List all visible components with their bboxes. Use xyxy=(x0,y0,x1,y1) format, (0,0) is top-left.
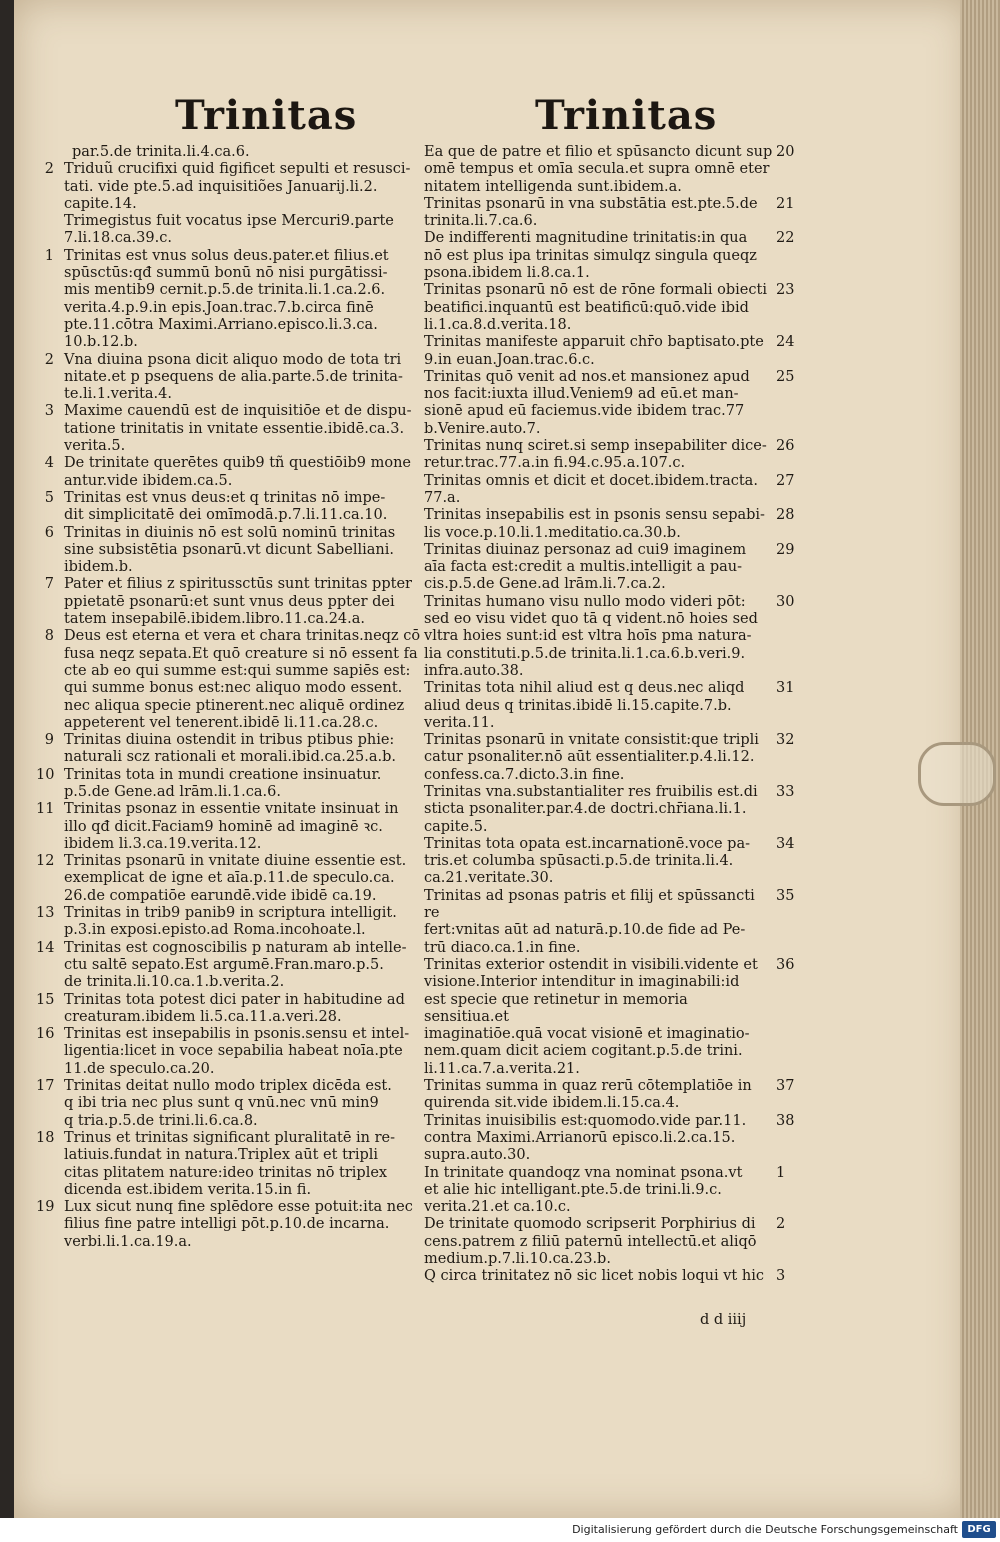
entry-text: Trinitas omnis et dicit et docet.ibidem.tracta. 77.a. xyxy=(424,472,758,506)
entry-number: 1 xyxy=(44,247,54,264)
index-entry xyxy=(36,853,432,905)
entry-number: 19 xyxy=(36,1199,55,1216)
entry-number: 7 xyxy=(44,576,54,593)
index-entry xyxy=(420,1078,840,1113)
entry-text: Trinitas psonarū nō est de rōne formali obiecti beatifici.inquantū est beatificū:quō.vide ibid li.1.ca.8.d.verita.18. xyxy=(424,282,767,333)
entry-text: Trinus et trinitas significant pluralitatē in re- latiuis.fundat in natura.Triplex aūt et tripli citas plitatem nature:ideo trinitas nō triplex dicenda est.ibidem verita.15.in fi. xyxy=(64,1129,396,1198)
index-entry xyxy=(420,732,840,784)
entry-number: 1 xyxy=(776,1164,786,1181)
footer-credit: Digitalisierung gefördert durch die Deutsche Forschungsgemeinschaft xyxy=(572,1523,958,1536)
index-entry xyxy=(420,888,840,957)
entry-number: 2 xyxy=(44,161,54,178)
entry-number: 25 xyxy=(776,368,795,385)
index-entry xyxy=(420,282,840,334)
entry-text: Triduũ crucifixi quid figificet sepulti et resusci- tati. vide pte.5.ad inquisitiões Januarij.li.2. capite.14. xyxy=(64,161,411,212)
bookmark-clip xyxy=(918,742,996,806)
entry-number: 27 xyxy=(776,472,795,489)
index-entry xyxy=(420,680,840,732)
index-entry xyxy=(420,1165,840,1217)
entry-number: 37 xyxy=(776,1078,795,1095)
entry-number: 18 xyxy=(36,1129,55,1146)
left-column xyxy=(36,144,432,1251)
index-entry xyxy=(36,939,432,992)
entry-number: 22 xyxy=(776,230,795,247)
entry-text: Deus est eterna et vera et chara trinitas.neqz cō fusa neqz sepata.Et quō creature si nō essent fa cte ab eo qui summe est:qui summe sapiēs est: qui summe bonus est:nec aliquo modo essent. nec aliqua specie ptinerent.nec aliquē ordinez appeterent vel tenerent.ibidē li.11.ca.28.c. xyxy=(64,628,421,731)
entry-number: 13 xyxy=(36,905,55,922)
entry-number: 23 xyxy=(776,282,795,299)
entry-text: Trimegistus fuit vocatus ipse Mercuri9.parte 7.li.18.ca.39.c. xyxy=(64,213,394,247)
index-entry xyxy=(420,438,840,473)
entry-number: 4 xyxy=(44,455,54,472)
entry-number: 28 xyxy=(776,507,795,524)
entry-text: Trinitas vna.substantialiter res fruibilis est.di sticta psonaliter.par.4.de doctri.chr̄iana.li.1. capite.5. xyxy=(424,783,758,835)
index-entry xyxy=(42,403,432,455)
entry-number: 16 xyxy=(36,1026,55,1043)
entry-text: Trinitas insepabilis est in psonis sensu sepabi- lis voce.p.10.li.1.meditatio.ca.30.b. xyxy=(424,507,765,541)
entry-number: 32 xyxy=(776,732,795,749)
running-head-right: Trinitas xyxy=(535,92,718,139)
index-entry xyxy=(420,144,840,196)
index-entry xyxy=(42,628,432,732)
entry-text: Maxime cauendū est de inquisitiōe et de dispu- tatione trinitatis in vnitate essentie.ibidē.ca.3. verita.5. xyxy=(64,403,412,455)
entry-text: Trinitas nunq sciret.si semp insepabiliter dice- retur.trac.77.a.in fi.94.c.95.a.107.c. xyxy=(424,438,767,472)
index-entry xyxy=(36,905,432,940)
entry-text: Trinitas psonarū in vna substātia est.pte.5.de trinita.li.7.ca.6. xyxy=(424,195,758,230)
entry-text: Trinitas ad psonas patris et filij et spūssancti re fert:vnitas aūt ad naturā.p.10.de fide ad Pe- trū diaco.ca.1.in fine. xyxy=(424,887,755,956)
entry-text: Trinitas est vnus deus:et q trinitas nō impe- dit simplicitatē dei omīmodā.p.7.li.11.ca.10. xyxy=(64,489,388,524)
index-entry xyxy=(420,1268,840,1285)
index-entry xyxy=(36,991,432,1027)
entry-number: 14 xyxy=(36,939,55,956)
entry-text: Trinitas humano visu nullo modo videri pōt: sed eo visu videt quo tā q vident.nō hoies sed vltra hoies sunt:id est vltra hoīs pma natura- lia constituti.p.5.de trinita.li.1.ca.6.b.veri.9. infra.auto.38. xyxy=(424,593,758,679)
entry-text: In trinitate quandoqz vna nominat psona.vt et alie hic intelligant.pte.5.de trini.li.9.c. verita.21.et ca.10.c. xyxy=(424,1164,743,1216)
entry-number: 10 xyxy=(36,766,55,783)
entry-number: 36 xyxy=(776,956,795,973)
entry-number: 20 xyxy=(776,144,795,160)
entry-text: Trinitas tota opata est.incarnationē.voce pa- tris.et columba spūsacti.p.5.de trinita.li.4. ca.21.veritate.30. xyxy=(424,835,751,887)
entry-text: Lux sicut nunq fine splēdore esse potuit:ita nec filius fine patre intelligi pōt.p.10.de incarna. verbi.li.1.ca.19.a. xyxy=(64,1199,413,1250)
entry-number: 31 xyxy=(776,680,795,697)
index-entry xyxy=(42,144,432,161)
entry-text: Trinitas quō venit ad nos.et mansionez apud nos facit:iuxta illud.Veniem9 ad eū.et man- sionē apud eū faciemus.vide ibidem trac.77 b.Venire.auto.7. xyxy=(424,368,750,437)
entry-number: 2 xyxy=(776,1216,786,1233)
entry-text: Trinitas psonarū in vnitate diuine essentie est. exemplicat de igne et aīa.p.11.de speculo.ca. 26.de compatiōe earundē.vide ibidē ca.19. xyxy=(64,853,407,904)
index-entry xyxy=(42,525,432,577)
index-entry xyxy=(36,801,432,853)
entry-number: 9 xyxy=(44,732,54,749)
entry-number: 12 xyxy=(36,853,55,870)
entry-text: par.5.de trinita.li.4.ca.6. xyxy=(72,144,250,160)
entry-text: De indifferenti magnitudine trinitatis:in qua nō est plus ipa trinitas simulqz singula queqz psona.ibidem li.8.ca.1. xyxy=(424,230,757,282)
index-entry xyxy=(36,766,432,802)
index-entry xyxy=(420,369,840,438)
entry-text: Trinitas diuinaz personaz ad cui9 imaginem aīa facta est:credit a multis.intelligit a pau- cis.p.5.de Gene.ad lrām.li.7.ca.2. xyxy=(424,541,747,593)
entry-number: 3 xyxy=(776,1268,786,1285)
entry-text: Trinitas tota potest dici pater in habitudine ad creaturam.ibidem li.5.ca.11.a.veri.28. xyxy=(64,991,405,1025)
entry-text: Ea que de patre et filio et spūsancto dicunt sup omē tempus et omīa secula.et supra omnē eter nitatem intelligenda sunt.ibidem.a. xyxy=(424,144,773,195)
entry-text: Q circa trinitatez nō sic licet nobis loqui vt hic xyxy=(424,1268,764,1285)
entry-number: 5 xyxy=(44,489,54,506)
entry-text: Trinitas est insepabilis in psonis.sensu et intel- ligentia:licet in voce sepabilia habeat noīa.pte 11.de speculo.ca.20. xyxy=(64,1026,410,1077)
entry-number: 6 xyxy=(44,524,54,541)
index-entry xyxy=(36,1199,432,1251)
entry-number: 21 xyxy=(776,195,795,212)
entry-text: Trinitas psonarū in vnitate consistit:que tripli catur psonaliter.nō aūt essentialiter.p.4.li.12. confess.ca.7.dicto.3.in fine. xyxy=(424,732,759,783)
index-entry xyxy=(42,576,432,628)
entry-text: Trinitas summa in quaz rerū cōtemplatiōe in quirenda sit.vide ibidem.li.15.ca.4. xyxy=(424,1078,752,1112)
index-entry xyxy=(42,490,432,525)
entry-text: Trinitas tota nihil aliud est q deus.nec aliqd aliud deus q trinitas.ibidē li.15.capite.7.b. verita.11. xyxy=(424,680,745,731)
index-entry xyxy=(42,455,432,490)
entry-text: Trinitas est cognoscibilis p naturam ab intelle- ctu saltē sepato.Est argumē.Fran.maro.p.5. de trinita.li.10.ca.1.b.verita.2. xyxy=(64,939,407,991)
entry-number: 29 xyxy=(776,541,795,558)
entry-text: De trinitate querētes quib9 tñ questiōib9 mone antur.vide ibidem.ca.5. xyxy=(64,455,411,489)
entry-number: 3 xyxy=(44,403,54,420)
index-entry xyxy=(420,836,840,888)
index-entry xyxy=(420,1216,840,1268)
index-entry xyxy=(420,334,840,369)
entry-text: Trinitas est vnus solus deus.pater.et filius.et spūsctūs:qđ summū bonū nō nisi purgātissi- mis mentib9 cernit.p.5.de trinita.li.1.ca.2.6. verita.4.p.9.in epis.Joan.trac.7.b.circa finē pte.11.cōtra Maximi.Arriano.episco.li.3.ca. 10.b.12.b. xyxy=(64,247,389,351)
entry-number: 2 xyxy=(44,351,54,368)
signature-mark: d d iiij xyxy=(700,1312,747,1328)
index-entry xyxy=(42,248,432,352)
entry-number: 38 xyxy=(776,1112,795,1129)
index-entry xyxy=(420,507,840,542)
entry-text: Trinitas manifeste apparuit chr̄o baptisato.pte 9.in euan.Joan.trac.6.c. xyxy=(424,334,764,368)
index-entry xyxy=(42,213,432,248)
entry-text: Trinitas inuisibilis est:quomodo.vide par.11. contra Maximi.Arrianorū episco.li.2.ca.15. supra.auto.30. xyxy=(424,1112,747,1164)
entry-number: 34 xyxy=(776,835,795,852)
entry-number: 35 xyxy=(776,887,795,904)
index-entry xyxy=(42,161,432,213)
entry-number: 26 xyxy=(776,438,795,455)
entry-number: 33 xyxy=(776,783,795,800)
entry-text: Trinitas psonaz in essentie vnitate insinuat in illo qđ dicit.Faciam9 hominē ad imaginē ꝛc. ibidem li.3.ca.19.verita.12. xyxy=(64,801,399,852)
index-entry xyxy=(420,230,840,282)
running-head-left: Trinitas xyxy=(175,92,358,139)
index-entry xyxy=(420,784,840,836)
entry-number: 24 xyxy=(776,334,795,351)
entry-text: Pater et filius z spiritussctūs sunt trinitas ppter ppietatē psonarū:et sunt vnus deus ppter dei tatem insepabilē.ibidem.libro.11.ca.24.a. xyxy=(64,576,412,628)
entry-number: 8 xyxy=(44,628,54,645)
entry-text: Trinitas diuina ostendit in tribus ptibus phie: naturali scz rationali et morali.ibid.ca.25.a.b. xyxy=(64,732,397,766)
dfg-logo-icon: DFG xyxy=(962,1521,996,1538)
entry-text: Trinitas tota in mundi creatione insinuatur. p.5.de Gene.ad lrām.li.1.ca.6. xyxy=(64,766,382,800)
right-column xyxy=(420,144,840,1286)
index-entry xyxy=(36,1078,432,1130)
footer-bar xyxy=(0,1518,1000,1542)
entry-text: Vna diuina psona dicit aliquo modo de tota tri nitate.et p psequens de alia.parte.5.de trinita- te.li.1.verita.4. xyxy=(64,351,403,403)
entry-number: 30 xyxy=(776,593,795,610)
entry-text: Trinitas deitat nullo modo triplex dicēda est. q ibi tria nec plus sunt q vnū.nec vnū min9 q tria.p.5.de trini.li.6.ca.8. xyxy=(64,1078,392,1129)
entry-text: De trinitate quomodo scripserit Porphirius di cens.patrem z filiū paternū intellectū.et aliqō medium.p.7.li.10.ca.23.b. xyxy=(424,1216,757,1267)
entry-text: Trinitas in trib9 panib9 in scriptura intelligit. p.3.in exposi.episto.ad Roma.incohoate.l. xyxy=(64,905,397,939)
index-entry xyxy=(42,352,432,404)
entry-number: 17 xyxy=(36,1078,55,1095)
entry-number: 15 xyxy=(36,991,55,1008)
entry-number: 11 xyxy=(36,801,55,818)
index-entry xyxy=(420,594,840,680)
entry-text: Trinitas exterior ostendit in visibili.vidente et visione.Interior intenditur in imaginabili:id est specie que retinetur in memoria sensitiua.et imaginatiōe.quā vocat visionē et imaginatio- nem.quam dicit aciem cogitant.p.5.de trini. li.11.ca.7.a.verita.21. xyxy=(424,956,758,1077)
index-entry xyxy=(420,473,840,508)
index-entry xyxy=(420,542,840,594)
index-entry xyxy=(36,1129,432,1199)
index-entry xyxy=(36,1026,432,1078)
index-entry xyxy=(42,732,432,767)
index-entry xyxy=(420,957,840,1078)
index-entry xyxy=(420,1113,840,1165)
index-entry xyxy=(420,196,840,231)
entry-text: Trinitas in diuinis nō est solū nominū trinitas sine subsistētia psonarū.vt dicunt Sabelliani. ibidem.b. xyxy=(64,524,396,576)
